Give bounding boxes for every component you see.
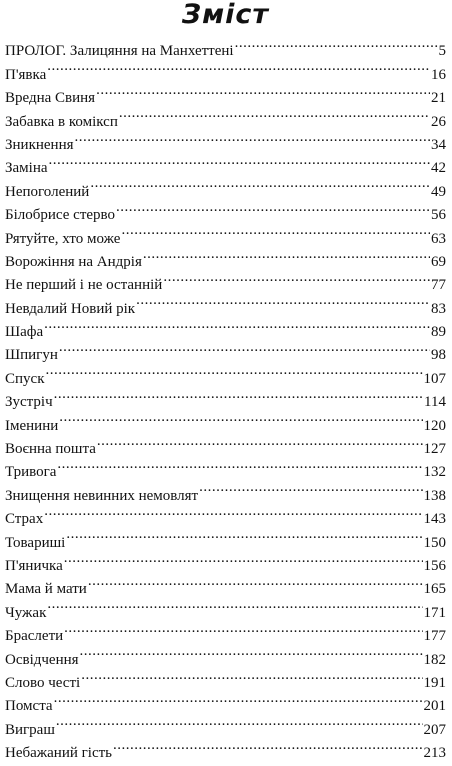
toc-entry [5,336,446,364]
toc-entry-page: 69 [431,253,446,270]
toc-entry [5,547,446,574]
toc-dot-leader [47,593,422,616]
toc-entry-title: Чужак [5,604,47,621]
toc-entry-title: Освідчення [5,651,79,668]
page-title: Зміст [181,0,270,30]
toc-dot-leader [116,196,430,219]
toc-entry-page: 26 [431,113,446,130]
toc-dot-leader [75,126,431,149]
toc-entry [5,149,446,177]
toc-entry-page: 207 [423,721,446,738]
toc-dot-leader [113,734,422,757]
toc-entry-title: Зустріч [5,394,53,411]
toc-entry-title: Товариші [5,534,66,551]
toc-entry-title: Іменини [5,417,59,434]
toc-dot-leader [199,476,422,499]
toc-dot-leader [88,570,423,593]
toc-dot-leader [56,710,423,733]
toc-entry-title: Рятуйте, хто може [5,230,121,247]
toc-dot-leader [90,172,430,195]
toc-dot-leader [45,359,422,382]
toc-dot-leader [57,453,422,476]
toc-dot-leader [44,313,430,336]
toc-entry-page: 165 [423,581,446,598]
toc-entry-page: 83 [431,300,446,317]
toc-entry-page: 49 [431,183,446,200]
toc-entry-title: Непоголений [5,183,90,200]
toc-entry-title: Страх [5,511,44,528]
toc-entry-page: 5 [438,43,446,60]
toc-entry-title: Шафа [5,324,44,341]
toc-dot-leader [80,640,423,663]
toc-entry [5,359,446,387]
toc-entry-page: 191 [423,674,446,691]
toc-entry-page: 21 [431,90,446,107]
toc-entry [5,500,446,528]
toc-entry-page: 182 [423,651,446,668]
toc-entry-title: Не перший і не останній [5,277,163,294]
toc-entry [5,453,446,481]
toc-entry [5,523,446,551]
toc-entry [5,79,446,107]
toc-dot-leader [81,664,422,687]
toc-entry [5,687,446,715]
toc-entry-page: 107 [423,370,446,387]
toc-entry [5,55,446,83]
toc-dot-leader [54,383,423,406]
toc-entry [5,734,446,762]
toc-entry [5,383,446,411]
toc-entry-page: 34 [431,136,446,153]
toc-dot-leader [97,430,423,453]
toc-entry-page: 171 [423,604,446,621]
toc-entry-title: ПРОЛОГ. Залицяння на Манхеттені [5,43,234,60]
toc-entry-page: 63 [431,230,446,247]
toc-entry-title: Мама й мати [5,581,87,598]
toc-entry-page: 77 [431,277,446,294]
toc-dot-leader [44,500,422,523]
toc-dot-leader [64,547,423,570]
toc-dot-leader [66,523,422,546]
toc-entry-page: 150 [423,534,446,551]
toc-entry-page: 42 [431,160,446,177]
toc-entry-title: Зникнення [5,136,74,153]
toc-entry-title: Знищення невинних немовлят [5,487,199,504]
toc-dot-leader [136,289,430,312]
toc-entry-title: Спуск [5,370,45,387]
toc-entry-title: П'яничка [5,557,63,574]
toc-entry [5,593,446,621]
toc-entry-page: 120 [423,417,446,434]
toc-dot-leader [96,79,430,102]
toc-entry-title: Білобрисе стерво [5,207,116,224]
toc-entry [5,710,446,738]
toc-entry-title: Заміна [5,160,48,177]
toc-dot-leader [121,219,430,242]
toc-entry-page: 89 [431,324,446,341]
toc-entry-title: Тривога [5,464,57,481]
toc-entry [5,313,446,341]
toc-entry-page: 138 [423,487,446,504]
toc-entry-title: Слово честі [5,674,81,691]
toc-entry [5,406,446,434]
toc-entry-page: 16 [431,66,446,83]
toc-entry-title: Забавка в коміксп [5,113,118,130]
toc-entry [5,570,446,598]
toc-entry-title: Помста [5,698,53,715]
toc-entry-title: Ворожіння на Андрія [5,253,142,270]
toc-entry [5,172,446,200]
toc-entry-page: 213 [423,745,446,762]
toc-entry-title: Браслети [5,628,64,645]
toc-entry-page: 132 [423,464,446,481]
toc-entry [5,430,446,458]
toc-entry-title: Воєнна пошта [5,441,96,458]
toc-dot-leader [163,266,430,289]
toc-dot-leader [54,687,423,710]
toc-entry-page: 56 [431,207,446,224]
toc-list [5,32,446,762]
toc-dot-leader [64,617,422,640]
toc-entry [5,640,446,668]
toc-entry-page: 98 [431,347,446,364]
toc-entry [5,617,446,645]
toc-entry-page: 201 [423,698,446,715]
toc-dot-leader [47,55,430,78]
toc-entry [5,32,446,60]
toc-entry-title: П'явка [5,66,47,83]
toc-dot-leader [59,336,430,359]
toc-entry-title: Вредна Свиня [5,90,96,107]
toc-entry-title: Невдалий Новий рік [5,300,136,317]
toc-dot-leader [59,406,422,429]
toc-entry-title: Виграш [5,721,55,738]
toc-dot-leader [119,102,430,125]
toc-dot-leader [49,149,430,172]
toc-entry-page: 143 [423,511,446,528]
toc-entry-title: Небажаний гість [5,745,113,762]
toc-entry-page: 177 [423,628,446,645]
toc-dot-leader [235,32,438,55]
toc-entry-page: 127 [423,441,446,458]
toc-entry-page: 156 [423,557,446,574]
toc-dot-leader [143,243,430,266]
toc-entry [5,476,446,504]
toc-entry-page: 114 [424,394,446,411]
toc-entry-title: Шпигун [5,347,58,364]
